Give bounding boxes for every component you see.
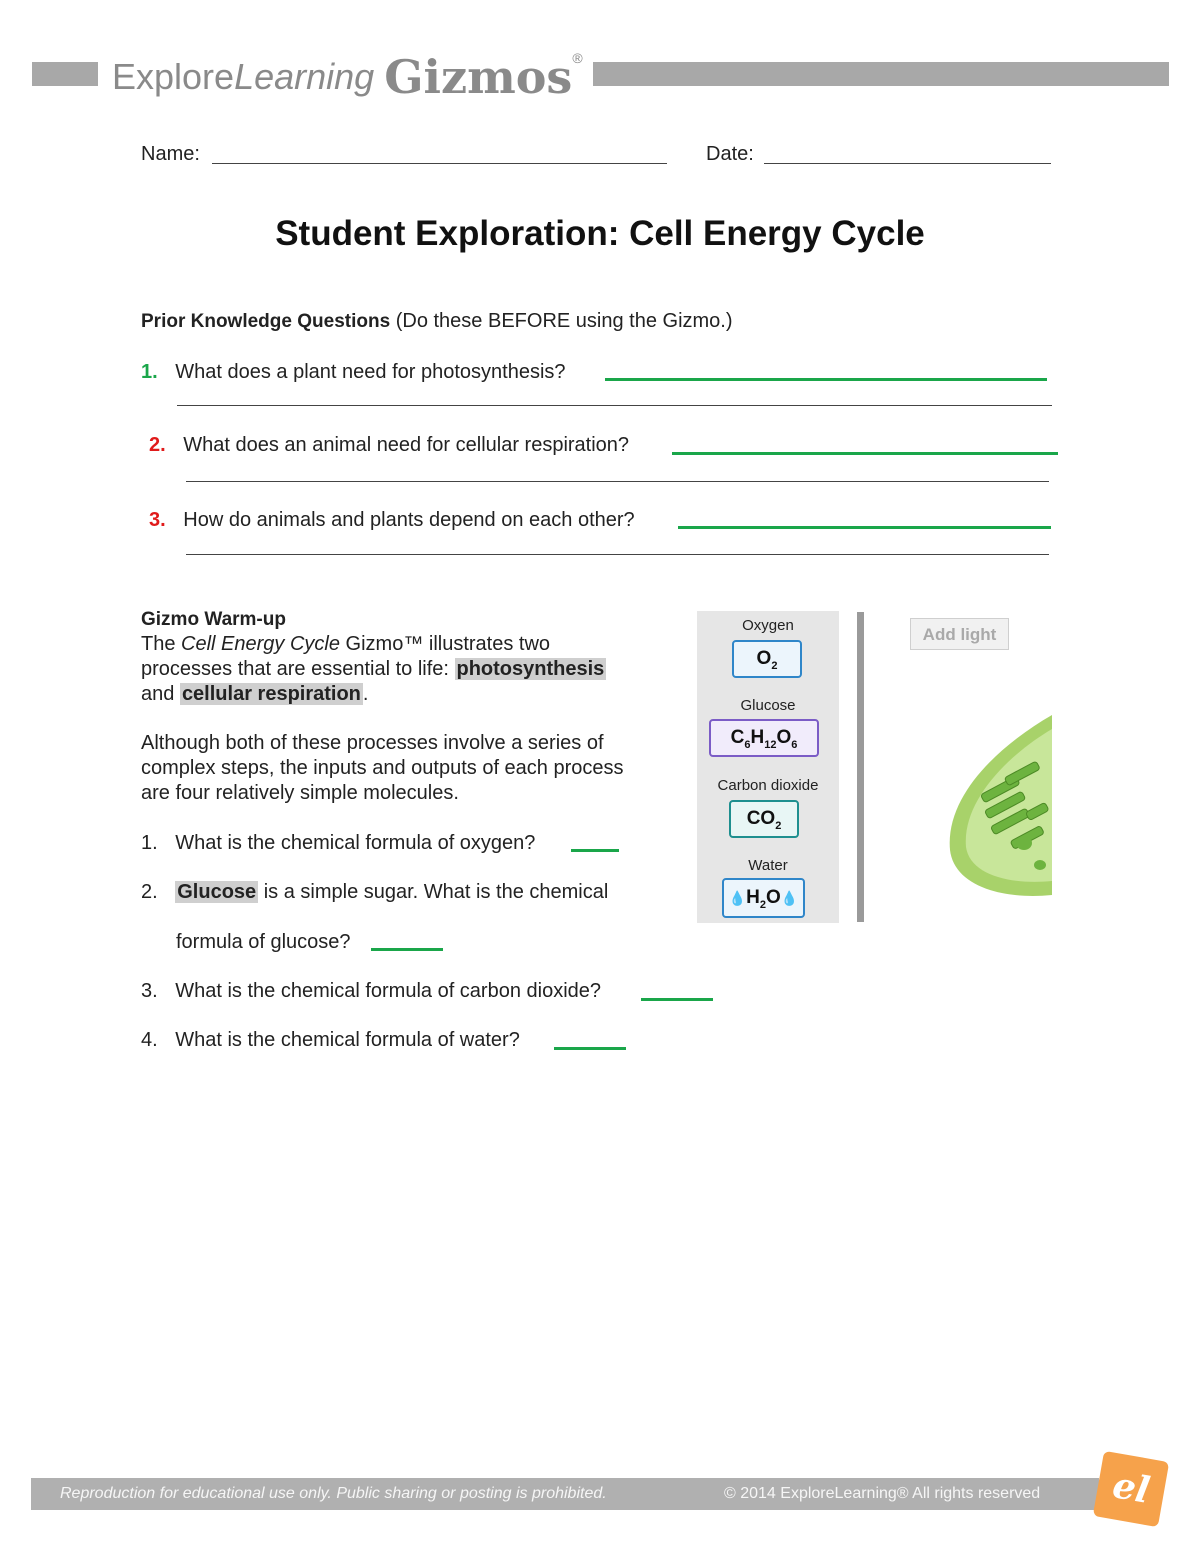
carbon-dioxide-chip[interactable] xyxy=(729,800,799,838)
brand-explore: Explore xyxy=(112,56,235,97)
answer-line[interactable] xyxy=(186,554,1049,555)
formula-subscript: 2 xyxy=(759,898,767,911)
chloroplast-illustration xyxy=(940,715,1052,900)
date-label: Date: xyxy=(706,143,754,165)
highlight-term: Glucose xyxy=(177,881,257,903)
warmup-paragraph-line: are four relatively simple molecules. xyxy=(141,782,459,804)
formula-subscript: 12 xyxy=(764,738,777,751)
droplet-icon: 💧 xyxy=(780,890,799,906)
formula-subscript: 6 xyxy=(744,738,751,751)
panel-divider xyxy=(857,612,864,922)
question-number: 1. xyxy=(141,832,158,854)
question-number: 3. xyxy=(141,980,158,1002)
brand-logo xyxy=(112,50,583,104)
answer-line-green[interactable] xyxy=(371,948,443,951)
text: Gizmo™ illustrates two xyxy=(339,633,551,655)
formula-subscript: 6 xyxy=(791,738,798,751)
question-text: What is the chemical formula of water? xyxy=(175,1029,520,1051)
logo-letters: el xyxy=(1109,1464,1153,1512)
warmup-question-2 xyxy=(141,881,608,904)
warmup-paragraph-line xyxy=(141,633,550,656)
prior-heading-bold: Prior Knowledge Questions xyxy=(141,311,391,332)
footer-copyright: © 2014 ExploreLearning® All rights reserved xyxy=(724,1485,1041,1502)
highlight-term: photosynthesis xyxy=(456,658,605,680)
warmup-heading xyxy=(141,608,286,631)
answer-line-green[interactable] xyxy=(605,378,1047,381)
add-light-button[interactable]: Add light xyxy=(910,618,1009,650)
question-number: 1. xyxy=(141,361,158,383)
carbon-dioxide-label: Carbon dioxide xyxy=(717,777,819,794)
warmup-paragraph-line: Although both of these processes involve a series of xyxy=(141,732,604,754)
formula-base: H xyxy=(746,887,760,908)
gizmo-name-italic: Cell Energy Cycle xyxy=(181,633,340,655)
question-text: How do animals and plants depend on each other? xyxy=(183,509,635,531)
warmup-question-4 xyxy=(141,1029,520,1052)
brand-registered: ® xyxy=(572,50,583,66)
answer-line[interactable] xyxy=(177,405,1052,406)
formula-subscript: 2 xyxy=(775,819,782,832)
text: and xyxy=(141,683,180,705)
oxygen-chip[interactable] xyxy=(732,640,802,678)
answer-line-green[interactable] xyxy=(678,526,1051,529)
question-text: What does an animal need for cellular respiration? xyxy=(183,434,630,456)
question-text: is a simple sugar. What is the chemical xyxy=(258,881,609,903)
header-bar-right xyxy=(593,62,1169,86)
molecule-panel xyxy=(697,611,839,923)
formula-base: H xyxy=(750,727,765,748)
formula-base: O xyxy=(766,887,781,908)
question-number: 4. xyxy=(141,1029,158,1051)
water-label: Water xyxy=(748,857,788,874)
warmup-paragraph-line xyxy=(141,683,368,706)
glucose-label: Glucose xyxy=(740,697,796,714)
answer-line[interactable] xyxy=(186,481,1049,482)
answer-line-green[interactable] xyxy=(571,849,619,852)
oxygen-label: Oxygen xyxy=(742,617,794,634)
droplet-icon: 💧 xyxy=(728,890,747,906)
prior-knowledge-heading xyxy=(141,310,733,333)
question-text: What does a plant need for photosynthesis? xyxy=(175,361,566,383)
text: . xyxy=(362,683,369,705)
name-field[interactable] xyxy=(212,163,667,164)
formula-base: C xyxy=(730,727,745,748)
warmup-question-1 xyxy=(141,832,535,855)
answer-line-green[interactable] xyxy=(641,998,713,1001)
warmup-question-3 xyxy=(141,980,601,1003)
date-field[interactable] xyxy=(764,163,1051,164)
question-number: 2. xyxy=(149,434,166,456)
warmup-paragraph-line: complex steps, the inputs and outputs of each process xyxy=(141,757,624,779)
question-text: What is the chemical formula of oxygen? xyxy=(175,832,536,854)
question-number: 3. xyxy=(149,509,166,531)
text: The xyxy=(141,633,182,655)
explorelearning-logo xyxy=(1093,1451,1169,1527)
formula-base: CO xyxy=(746,808,776,829)
warmup-heading-text: Gizmo Warm-up xyxy=(141,609,286,630)
formula-base: O xyxy=(756,648,772,669)
highlight-term: cellular respiration xyxy=(181,683,361,705)
warmup-paragraph-line xyxy=(141,658,606,681)
brand-learning: Learning xyxy=(234,56,375,97)
prior-question-3 xyxy=(149,509,635,532)
warmup-question-2-cont: formula of glucose? xyxy=(176,931,351,953)
header-bar-left xyxy=(32,62,98,86)
water-chip[interactable] xyxy=(722,878,805,918)
formula-subscript: 2 xyxy=(771,659,778,672)
answer-line-green[interactable] xyxy=(554,1047,626,1050)
text: processes that are essential to life: xyxy=(141,658,455,680)
footer-disclaimer: Reproduction for educational use only. Public sharing or posting is prohibited. xyxy=(60,1485,607,1502)
question-number: 2. xyxy=(141,881,158,903)
prior-question-1 xyxy=(141,361,566,384)
glucose-chip[interactable] xyxy=(709,719,819,757)
prior-heading-note: (Do these BEFORE using the Gizmo.) xyxy=(395,310,733,332)
prior-question-2 xyxy=(149,434,629,457)
brand-gizmos: Gizmos xyxy=(384,50,573,104)
page-title: Student Exploration: Cell Energy Cycle xyxy=(275,214,925,253)
formula-base: O xyxy=(776,727,792,748)
answer-line-green[interactable] xyxy=(672,452,1058,455)
name-label: Name: xyxy=(141,143,200,165)
question-text: What is the chemical formula of carbon dioxide? xyxy=(175,980,602,1002)
